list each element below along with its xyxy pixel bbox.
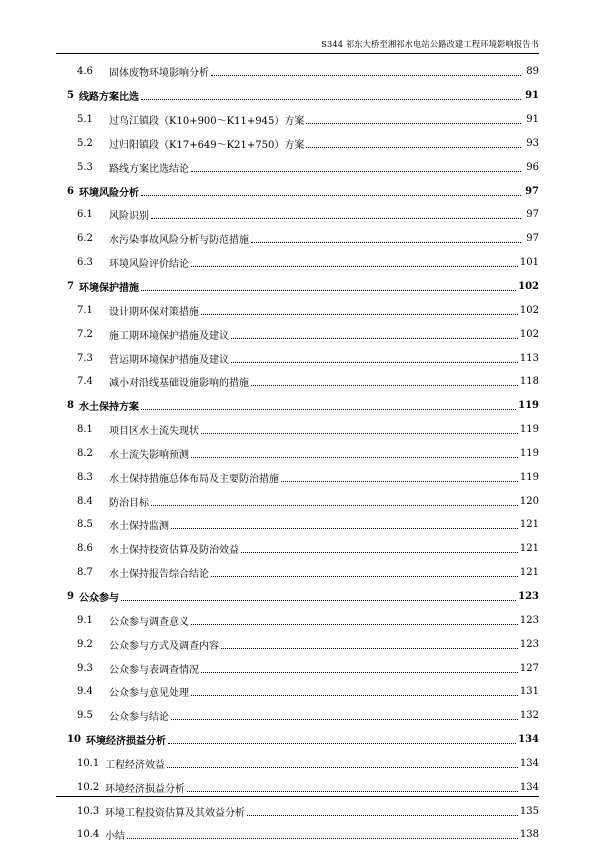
toc-subsection-entry[interactable] — [56, 108, 539, 132]
toc-subsection-entry[interactable] — [56, 656, 539, 680]
toc-dot-leader — [171, 518, 518, 529]
toc-subsection-entry[interactable] — [56, 370, 539, 394]
toc-entry-page-number: 119 — [519, 447, 539, 459]
toc-entry-page-number: 134 — [519, 757, 539, 769]
toc-subsection-entry[interactable] — [56, 561, 539, 585]
toc-dot-leader — [251, 375, 518, 386]
toc-entry-number: 9.4 — [77, 686, 93, 698]
toc-entry-page-number: 97 — [526, 209, 539, 221]
toc-subsection-entry[interactable] — [56, 155, 539, 179]
toc-entry-number: 8.3 — [77, 471, 93, 483]
toc-dot-leader — [191, 447, 518, 458]
toc-entry-title: 防治目标 — [109, 497, 149, 509]
toc-subsection-entry[interactable] — [56, 227, 539, 251]
toc-subsection-entry[interactable] — [56, 251, 539, 275]
toc-entry-page-number: 135 — [519, 805, 539, 817]
toc-entry-page-number: 91 — [525, 90, 539, 102]
toc-entry-title: 路线方案比选结论 — [109, 163, 189, 175]
toc-dot-leader — [151, 208, 521, 219]
toc-entry-page-number: 102 — [519, 328, 539, 340]
toc-entry-title: 环境经济损益分析 — [105, 783, 185, 795]
toc-entry-number: 5 — [67, 90, 74, 102]
toc-dot-leader — [151, 495, 518, 506]
toc-entry-page-number: 132 — [519, 710, 539, 722]
toc-subsection-entry[interactable] — [56, 632, 539, 656]
toc-entry-title: 施工期环境保护措施及建议 — [109, 330, 229, 342]
toc-entry-number: 5.3 — [77, 161, 93, 173]
toc-subsection-entry[interactable] — [56, 203, 539, 227]
toc-subsection-entry[interactable] — [56, 346, 539, 370]
toc-entry-title: 水土保持报告综合结论 — [109, 569, 209, 581]
toc-subsection-entry[interactable] — [56, 751, 539, 775]
toc-section-entry[interactable] — [56, 84, 539, 108]
toc-subsection-entry[interactable] — [56, 537, 539, 561]
toc-dot-leader — [141, 89, 521, 100]
toc-section-entry[interactable] — [56, 585, 539, 609]
toc-entry-title: 公众参与表调查情况 — [109, 664, 199, 676]
toc-entry-number: 9.5 — [77, 710, 93, 722]
toc-entry-number: 8.6 — [77, 543, 93, 555]
toc-entry-page-number: 97 — [526, 233, 539, 245]
toc-entry-page-number: 118 — [519, 376, 539, 388]
toc-entry-page-number: 91 — [526, 114, 539, 126]
toc-entry-page-number: 123 — [519, 614, 539, 626]
toc-dot-leader — [191, 685, 518, 696]
toc-dot-leader — [121, 590, 516, 601]
toc-dot-leader — [167, 757, 518, 768]
toc-entry-page-number: 89 — [526, 66, 539, 78]
toc-entry-number: 8.4 — [77, 495, 93, 507]
toc-entry-title: 风险识别 — [109, 211, 149, 223]
toc-subsection-entry[interactable] — [56, 799, 539, 823]
toc-entry-number: 10.4 — [77, 829, 100, 841]
toc-entry-number: 8.7 — [77, 567, 93, 579]
toc-dot-leader — [221, 638, 518, 649]
header-title: S344 祁东大桥至湘祁水电站公路改建工程环境影响报告书 — [321, 39, 539, 49]
toc-dot-leader — [247, 805, 518, 816]
toc-entry-title: 公众参与结论 — [109, 712, 169, 724]
toc-entry-number: 10.1 — [77, 757, 100, 769]
toc-dot-leader — [201, 423, 518, 434]
toc-entry-page-number: 119 — [519, 471, 539, 483]
toc-entry-number: 6.1 — [77, 209, 93, 221]
toc-entry-page-number: 93 — [526, 137, 539, 149]
toc-dot-leader — [141, 280, 516, 291]
toc-entry-title: 公众参与调查意义 — [109, 616, 189, 628]
toc-entry-number: 9.3 — [77, 662, 93, 674]
toc-entry-page-number: 101 — [519, 257, 539, 269]
toc-subsection-entry[interactable] — [56, 132, 539, 156]
toc-dot-leader — [201, 662, 518, 673]
toc-entry-title: 水土保持措施总体布局及主要防治措施 — [109, 473, 279, 485]
toc-section-entry[interactable] — [56, 728, 539, 752]
toc-section-entry[interactable] — [56, 179, 539, 203]
toc-entry-title: 水土保持监测 — [109, 521, 169, 533]
toc-dot-leader — [191, 614, 518, 625]
toc-dot-leader — [306, 137, 521, 148]
toc-entry-number: 8.2 — [77, 447, 93, 459]
toc-dot-leader — [231, 352, 518, 363]
toc-dot-leader — [251, 232, 521, 243]
toc-entry-title: 水污染事故风险分析与防范措施 — [109, 235, 249, 247]
toc-entry-title: 过归阳镇段（K17+649～K21+750）方案 — [109, 139, 305, 151]
toc-subsection-entry[interactable] — [56, 418, 539, 442]
toc-subsection-entry[interactable] — [56, 465, 539, 489]
toc-subsection-entry[interactable] — [56, 322, 539, 346]
toc-entry-title: 公众参与意见处理 — [109, 688, 189, 700]
toc-entry-title: 项目区水土流失现状 — [109, 426, 199, 438]
toc-entry-title: 固体废物环境影响分析 — [109, 68, 209, 80]
toc-entry-number: 6 — [67, 185, 74, 197]
toc-entry-page-number: 138 — [519, 829, 539, 841]
toc-dot-leader — [201, 304, 518, 315]
toc-entry-page-number: 131 — [519, 686, 539, 698]
toc-entry-number: 6.3 — [77, 257, 93, 269]
toc-entry-title: 公众参与 — [79, 592, 119, 604]
toc-entry-page-number: 121 — [519, 567, 539, 579]
toc-entry-title: 环境保护措施 — [79, 283, 139, 295]
toc-subsection-entry[interactable] — [56, 823, 539, 847]
toc-subsection-entry[interactable] — [56, 60, 539, 84]
toc-dot-leader — [141, 185, 521, 196]
toc-entry-number: 10 — [67, 734, 81, 746]
toc-entry-page-number: 134 — [519, 781, 539, 793]
toc-entry-page-number: 113 — [519, 352, 539, 364]
toc-entry-page-number: 123 — [519, 638, 539, 650]
toc-entry-page-number: 96 — [526, 161, 539, 173]
toc-entry-number: 7.1 — [77, 304, 93, 316]
toc-dot-leader — [211, 65, 521, 76]
toc-entry-title: 环境风险分析 — [79, 187, 139, 199]
toc-dot-leader — [168, 733, 516, 744]
toc-subsection-entry[interactable] — [56, 704, 539, 728]
toc-entry-title: 环境工程投资估算及其效益分析 — [105, 807, 245, 819]
toc-subsection-entry[interactable] — [56, 513, 539, 537]
toc-subsection-entry[interactable] — [56, 680, 539, 704]
toc-entry-page-number: 97 — [525, 185, 539, 197]
toc-entry-page-number: 120 — [519, 495, 539, 507]
toc-entry-number: 5.2 — [77, 137, 93, 149]
toc-entry-number: 8.5 — [77, 519, 93, 531]
toc-entry-title: 设计期环保对策措施 — [109, 306, 199, 318]
toc-dot-leader — [231, 328, 518, 339]
toc-dot-leader — [281, 471, 518, 482]
header-divider — [56, 53, 539, 54]
toc-dot-leader — [306, 113, 521, 124]
table-of-contents — [56, 60, 539, 847]
toc-entry-number: 9.2 — [77, 638, 93, 650]
toc-entry-page-number: 127 — [519, 662, 539, 674]
toc-entry-title: 线路方案比选 — [79, 92, 139, 104]
toc-entry-title: 减小对沿线基础设施影响的措施 — [109, 378, 249, 390]
toc-dot-leader — [127, 828, 518, 839]
toc-entry-title: 水土流失影响预测 — [109, 449, 189, 461]
toc-entry-page-number: 102 — [518, 281, 539, 293]
toc-entry-page-number: 134 — [518, 734, 539, 746]
toc-entry-title: 环境经济损益分析 — [86, 736, 166, 748]
toc-entry-number: 7.2 — [77, 328, 93, 340]
page-header — [56, 38, 539, 52]
toc-entry-number: 9 — [67, 590, 74, 602]
toc-entry-page-number: 123 — [518, 590, 539, 602]
toc-entry-number: 8.1 — [77, 424, 93, 436]
toc-entry-title: 小结 — [105, 831, 125, 843]
toc-section-entry[interactable] — [56, 394, 539, 418]
toc-dot-leader — [141, 399, 516, 410]
toc-subsection-entry[interactable] — [56, 608, 539, 632]
toc-entry-title: 工程经济效益 — [105, 759, 165, 771]
toc-dot-leader — [241, 542, 518, 553]
toc-entry-number: 9.1 — [77, 614, 93, 626]
toc-entry-page-number: 102 — [519, 304, 539, 316]
toc-entry-page-number: 121 — [519, 543, 539, 555]
toc-dot-leader — [211, 566, 518, 577]
toc-dot-leader — [171, 709, 518, 720]
toc-entry-number: 5.1 — [77, 114, 93, 126]
toc-dot-leader — [191, 256, 518, 267]
toc-entry-number: 6.2 — [77, 233, 93, 245]
toc-subsection-entry[interactable] — [56, 298, 539, 322]
toc-entry-page-number: 121 — [519, 519, 539, 531]
toc-dot-leader — [187, 781, 518, 792]
toc-entry-page-number: 119 — [519, 424, 539, 436]
toc-entry-title: 水土保持投资估算及防治效益 — [109, 545, 239, 557]
toc-section-entry[interactable] — [56, 275, 539, 299]
toc-entry-title: 水土保持方案 — [79, 402, 139, 414]
toc-dot-leader — [191, 161, 521, 172]
toc-entry-title: 营运期环境保护措施及建议 — [109, 354, 229, 366]
toc-entry-page-number: 119 — [518, 400, 539, 412]
toc-entry-number: 7 — [67, 281, 74, 293]
footer-divider — [56, 796, 539, 797]
toc-subsection-entry[interactable] — [56, 442, 539, 466]
toc-subsection-entry[interactable] — [56, 489, 539, 513]
toc-entry-title: 公众参与方式及调查内容 — [109, 640, 219, 652]
toc-entry-number: 10.2 — [77, 781, 100, 793]
toc-entry-number: 8 — [67, 400, 74, 412]
toc-entry-title: 过鸟江镇段（K10+900～K11+945）方案 — [109, 116, 305, 128]
toc-entry-number: 10.3 — [77, 805, 100, 817]
toc-entry-title: 环境风险评价结论 — [109, 259, 189, 271]
toc-entry-number: 7.4 — [77, 376, 93, 388]
toc-entry-number: 7.3 — [77, 352, 93, 364]
toc-entry-number: 4.6 — [77, 66, 93, 78]
